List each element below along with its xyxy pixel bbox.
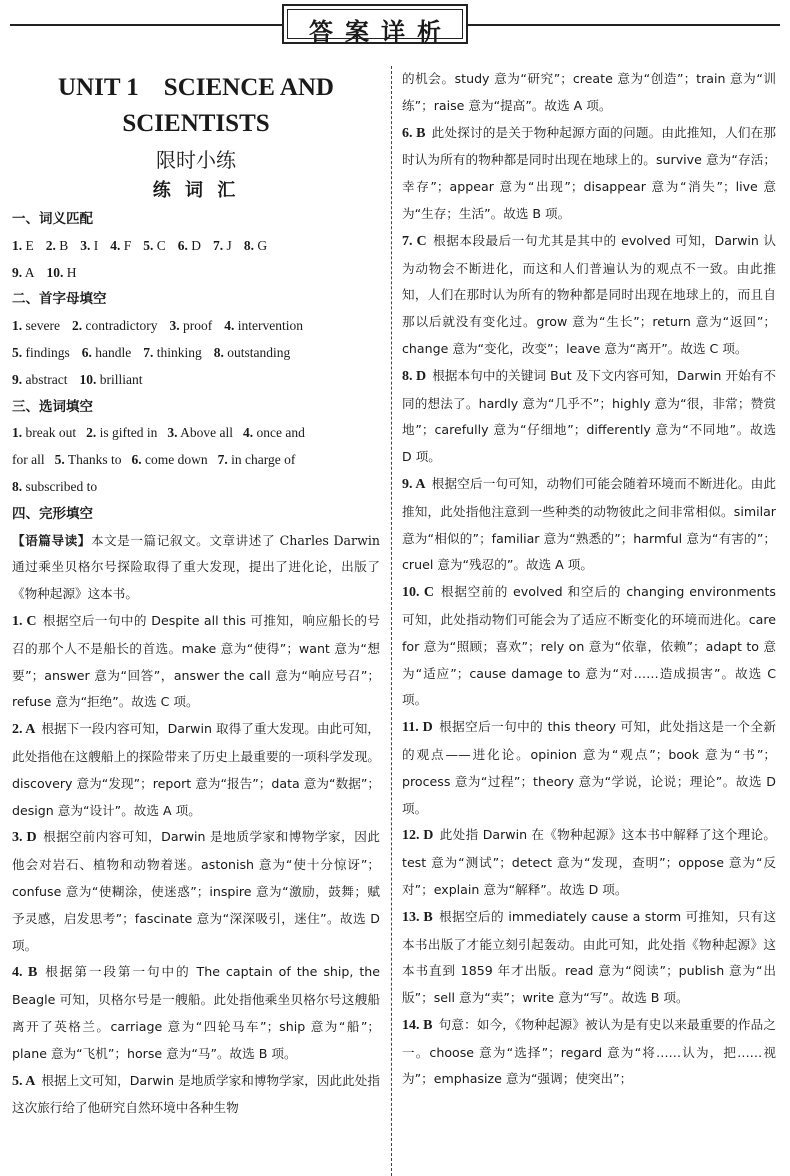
- explanation-item: [402, 822, 776, 903]
- explanation-item: [402, 363, 776, 471]
- answer-row: [12, 313, 380, 340]
- continued-text: 的机会。study 意为“研究”；create 意为“创造”；train 意为“训练”；raise 意为“提高”。故选 A 项。: [402, 71, 776, 113]
- answer-value: thinking: [156, 344, 202, 360]
- answer-number: 8.: [12, 478, 23, 494]
- answer-value: C: [156, 237, 166, 253]
- section-heading-2: 二、首字母填空: [12, 291, 107, 308]
- banner-box: [282, 4, 468, 44]
- banner-title: 答案详析: [309, 17, 453, 46]
- answer-number: 7.: [143, 344, 154, 360]
- item-answer: 3. D: [12, 830, 37, 846]
- guide-tag: 【语篇导读】: [12, 532, 91, 548]
- answer-number: 2.: [45, 237, 56, 253]
- answer-number: 7.: [217, 452, 228, 468]
- answer-number: 1.: [12, 237, 23, 253]
- answer-value: handle: [95, 344, 132, 360]
- section-heading-1: 一、词义匹配: [12, 211, 93, 227]
- right-column: [402, 66, 776, 1093]
- unit-title-line2: SCIENTISTS: [122, 110, 270, 137]
- answer-number: 6.: [131, 452, 142, 468]
- answer-number: 10.: [79, 371, 97, 387]
- item-answer: 14. B: [402, 1017, 433, 1033]
- answer-value: Thanks to: [67, 452, 122, 468]
- answer-value: for all: [12, 452, 45, 468]
- answer-value: outstanding: [227, 344, 291, 360]
- answers-block-3: [12, 420, 380, 500]
- answer-value: intervention: [237, 318, 303, 334]
- item-answer: 10. C: [402, 585, 434, 601]
- answer-number: 3.: [167, 425, 178, 441]
- practice-title: 限时小练: [156, 148, 236, 172]
- explanation-item: [402, 471, 776, 579]
- explanation-item: [402, 1012, 776, 1093]
- answer-value: E: [25, 237, 34, 253]
- section-heading-3: 三、选词填空: [12, 398, 93, 415]
- item-answer: 9. A: [402, 476, 426, 492]
- explanation-item: [12, 1068, 380, 1123]
- practice-subtitle: 练 词 汇: [152, 180, 240, 201]
- answer-value: once and: [256, 425, 305, 441]
- item-text: 此处探讨的是关于物种起源方面的问题。由此推知，人们在那时认为所有的物种都是同时出现在地球上的。survive 意为“存活；幸存”；appear 意为“出现”；disappear 意为“消失”；live 意为“生存；生活”。故选 B 项。: [402, 124, 777, 221]
- answer-value: in charge of: [231, 452, 296, 468]
- answer-value: B: [59, 237, 69, 253]
- answer-number: 10.: [46, 264, 64, 280]
- answer-value: severe: [25, 318, 60, 334]
- answer-row: [12, 260, 380, 287]
- item-text: 根据空前的 evolved 和空后的 changing environments 可知，此处指动物们可能会为了适应不断变化的环境而进化。care for 意为“照顾；喜欢”；rely on 意为“依靠，依赖”；adapt to 意为“适应”；cause damage to 意为“对……造成损害”。故选 C 项。: [402, 584, 776, 708]
- answer-number: 5.: [54, 452, 65, 468]
- answer-row: [12, 447, 380, 474]
- explanation-item: [12, 716, 380, 824]
- answer-row: [12, 420, 380, 447]
- item-answer: 6. B: [402, 125, 426, 141]
- unit-title-line1: UNIT 1 SCIENCE AND: [58, 74, 334, 101]
- answer-value: F: [123, 237, 132, 253]
- item-answer: 4. B: [12, 965, 38, 981]
- answer-value: contradictory: [85, 318, 158, 334]
- answers-block-2: [12, 313, 380, 393]
- left-column: [12, 70, 380, 1122]
- section-heading-4: 四、完形填空: [12, 505, 93, 522]
- answer-number: 4.: [224, 318, 235, 334]
- answer-number: 5.: [12, 344, 23, 360]
- answer-number: 9.: [12, 264, 23, 280]
- guide-text: 本文是一篇记叙文。文章讲述了 Charles Darwin 通过乘坐贝格尔号探险取得了重大发现，提出了进化论，出版了《物种起源》这本书。: [12, 532, 380, 602]
- item-text: 根据下一段内容可知，Darwin 取得了重大发现。由此可知，此处指他在这艘船上的探险带来了历史上最重要的一项科学发现。discovery 意为“发现”；report 意为“报告”；data 意为“数据”；design 意为“设计”。故选 A 项。: [12, 721, 380, 818]
- explanation-item: [12, 824, 380, 959]
- item-answer: 12. D: [402, 828, 434, 844]
- answer-value: is gifted in: [99, 425, 158, 441]
- explanation-item: [402, 714, 776, 822]
- explanation-item: [402, 228, 776, 363]
- answer-number: 1.: [12, 425, 23, 441]
- answer-number: 2.: [86, 425, 97, 441]
- item-answer: 11. D: [402, 720, 433, 736]
- item-text: 句意：如今，《物种起源》被认为是有史以来最重要的作品之一。choose 意为“选择”；regard 意为“将……认为，把……视为”；emphasize 意为“强调；使突出”；: [402, 1016, 776, 1087]
- item-text: 根据空后一句中的 Despite all this 可推知，响应船长的号召的那个人不是船长的首选。make 意为“使得”；want 意为“想要”；answer 意为“回答”，answer the call 意为“响应号召”；refuse 意为“拒绝”。故选 C 项。: [12, 612, 380, 710]
- answer-number: 1.: [12, 318, 23, 334]
- answer-value: brilliant: [99, 371, 143, 387]
- item-text: 根据空后一句可知，动物们可能会随着环境而不断进化。由此推知，此处指他注意到一些种类的动物彼此之间非常相似。similar 意为“相似的”；familiar 意为“熟悉的”；harmful 意为“有害的”；cruel 意为“残忍的”。故选 A 项。: [402, 475, 777, 573]
- item-text: 此处指 Darwin 在《物种起源》这本书中解释了这个理论。test 意为“测试”；detect 意为“发现，查明”；oppose 意为“反对”；explain 意为“解释”。故选 D 项。: [402, 827, 776, 897]
- answer-value: I: [93, 237, 99, 253]
- item-text: 根据第一段第一句中的 The captain of the ship, the Beagle 可知，贝格尔号是一艘船。此处指他乘坐贝格尔号这艘船离开了英格兰。carriage 意为“四轮马车”；ship 意为“船”；plane 意为“飞机”；horse 意为“马”。故选 B 项。: [12, 964, 381, 1061]
- answer-row: [12, 367, 380, 394]
- answer-number: 7.: [213, 237, 224, 253]
- answer-row: [12, 233, 380, 260]
- answer-number: 2.: [71, 318, 83, 334]
- item-answer: 2. A: [12, 722, 36, 738]
- item-text: 根据本段最后一句尤其是其中的 evolved 可知，Darwin 认为动物会不断进化，而这和人们普遍认为的观点不一致。由此推知，人们在那时认为所有的物种都是同时出现在地球上的，而且自那以后就没有变化过。grow 意为“生长”；return 意为“返回”；change 意为“变化，改变”；leave 意为“离开”。故选 C 项。: [402, 232, 776, 356]
- item-answer: 13. B: [402, 909, 433, 925]
- answer-value: J: [226, 237, 232, 253]
- answer-number: 8.: [213, 344, 224, 360]
- answer-number: 9.: [12, 371, 23, 387]
- explanation-item: [12, 608, 380, 716]
- answer-number: 8.: [243, 237, 254, 253]
- item-answer: 1. C: [12, 613, 37, 629]
- explanation-item: [402, 120, 776, 228]
- column-divider: [391, 66, 392, 1176]
- answer-value: abstract: [25, 371, 68, 387]
- item-text: 根据上文可知，Darwin 是地质学家和博物学家，因此此处指这次旅行给了他研究自然环境中各种生物: [12, 1072, 380, 1116]
- header-banner: [0, 0, 790, 52]
- item-answer: 5. A: [12, 1073, 36, 1089]
- answer-row: [12, 474, 380, 501]
- answer-row: [12, 340, 380, 367]
- answer-value: break out: [25, 425, 77, 441]
- answer-number: 4.: [243, 425, 254, 441]
- answer-value: come down: [145, 452, 208, 468]
- right-explanations: [402, 120, 776, 1094]
- answer-value: subscribed to: [25, 478, 98, 494]
- item-text: 根据空后的 immediately cause a storm 可推知，只有这本书出版了才能立刻引起轰动。由此可知，此处指《物种起源》这本书直到 1859 年才出版。read 意为“阅读”；publish 意为“出版”；sell 意为“卖”；write 意为“写”。故选 B 项。: [402, 908, 776, 1006]
- item-text: 根据空前内容可知，Darwin 是地质学家和博物学家，因此他会对岩石、植物和动物着迷。astonish 意为“使十分惊讶”；confuse 意为“使糊涂，使迷惑”；inspire 意为“激励，鼓舞；赋予灵感，启发思考”；fascinate 意为“深深吸引，迷住”。故选 D 项。: [12, 829, 380, 953]
- answer-number: 3.: [169, 318, 180, 334]
- answer-value: Above all: [180, 425, 233, 441]
- explanation-item: [402, 579, 776, 714]
- answer-number: 6.: [81, 344, 92, 360]
- answer-value: G: [257, 237, 268, 253]
- answers-block-1: [12, 233, 380, 287]
- item-text: 根据本句中的关键词 But 及下文内容可知，Darwin 开始有不同的想法了。hardly 意为“几乎不”；highly 意为“很，非常；赞赏地”；carefully 意为“仔细地”；differently 意为“不同地”。故选 D 项。: [402, 367, 776, 465]
- answer-number: 6.: [177, 237, 188, 253]
- reading-guide: [12, 528, 380, 608]
- item-answer: 8. D: [402, 368, 427, 384]
- answer-number: 5.: [143, 237, 154, 253]
- answer-number: 3.: [80, 237, 91, 253]
- explanation-item: [402, 904, 776, 1012]
- answer-value: findings: [25, 344, 70, 360]
- explanation-item: [12, 959, 380, 1067]
- answer-value: D: [191, 237, 202, 253]
- left-explanations: [12, 608, 380, 1122]
- answer-value: A: [24, 264, 35, 280]
- answer-value: proof: [182, 318, 213, 334]
- answer-number: 4.: [110, 237, 121, 253]
- item-answer: 7. C: [402, 233, 427, 249]
- answer-value: H: [66, 264, 77, 280]
- item-text: 根据空后一句中的 this theory 可知，此处指这是一个全新的观点——进化论。opinion 意为“观点”；book 意为“书”；process 意为“过程”；theory 意为“学说，论说；理论”。故选 D 项。: [402, 719, 776, 816]
